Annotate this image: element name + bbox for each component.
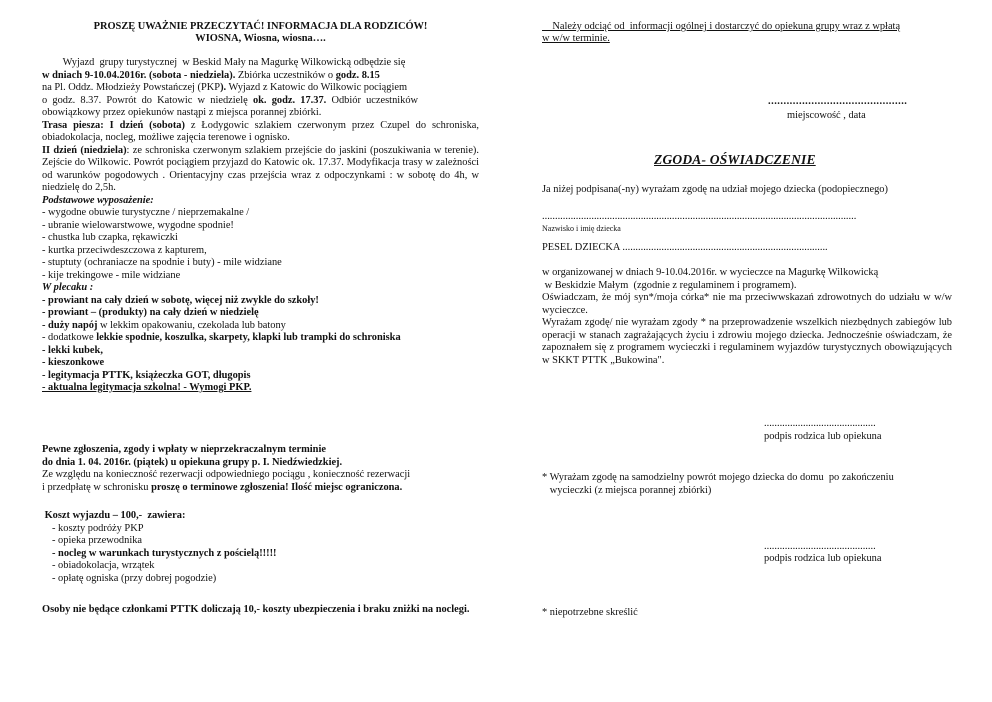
child-name-label: Nazwisko i imię dziecka xyxy=(542,224,621,233)
pesel-field: PESEL DZIECKA ............................................................................... xyxy=(542,242,828,253)
cost-item: - nocleg w warunkach turystycznych z pościelą!!!!! xyxy=(52,547,277,559)
signature-label-2: podpis rodzica lub opiekuna xyxy=(764,553,882,564)
return-consent-2: wycieczki (z miejsca porannej zbiórki) xyxy=(542,485,712,496)
intro-text: Wyjazd grupy turystycznej w Beskid Mały na Magurkę Wilkowicką odbędzie się xyxy=(42,57,406,68)
backpack-title: W plecaku : xyxy=(42,282,94,293)
intro-date: w dniach 9-10.04.2016r. (sobota - niedziela). xyxy=(42,69,236,81)
intro-text: Odbiór uczestników xyxy=(326,94,419,106)
consent-title: ZGODA- OŚWIADCZENIE xyxy=(654,152,816,167)
info-subtitle: WIOSNA, Wiosna, wiosna…. xyxy=(195,33,326,44)
cut-instruction: Należy odciąć od informacji ogólnej i dostarczyć do opiekuna grupy wraz z wpłatą xyxy=(542,21,901,32)
non-member-note: Osoby nie będące członkami PTTK doliczają 10,- koszty ubezpieczenia i braku zniżki na noclegi. xyxy=(42,604,470,615)
intro-text: na Pl. Oddz. Młodzieży Powstańczej (PKP xyxy=(42,82,221,93)
registration-text: i przedpłatę w schronisku xyxy=(42,481,152,493)
signature-label: podpis rodzica lub opiekuna xyxy=(764,431,882,442)
intro-time: godz. 8.15 xyxy=(335,69,380,81)
intro-line xyxy=(42,107,479,120)
backpack-bold: - duży napój xyxy=(42,319,98,331)
cut-instruction-2: w w/w terminie. xyxy=(542,33,610,44)
info-title: PROSZĘ UWAŻNIE PRZECZYTAĆ! INFORMACJA DLA RODZICÓW! xyxy=(93,21,428,32)
equipment-item: - kurtka przeciwdeszczowa z kapturem, xyxy=(42,244,207,256)
backpack-item: - aktualna legitymacja szkolna! - Wymogi PKP. xyxy=(42,382,252,393)
place-date-label: miejscowość , data xyxy=(787,110,866,121)
procedures-statement: Wyrażam zgodę/ nie wyrażam zgody * na przeprowadzenie wszelkich niezbędnych zabiegów lub operacji w stanach zagrażających życiu i zdrowiu mojego dziecka. Jednocześnie oświadczam, że zapoznałem się z programem wycieczki i regulaminem wyjazdów turystycznych obowiązujących w SKKT PTTK „Bukowina". xyxy=(542,317,952,366)
backpack-text: - dodatkowe xyxy=(42,332,97,343)
trasa-label: Trasa piesza: I dzień (sobota) xyxy=(42,119,185,131)
intro-text: Wyjazd z Katowic do Wilkowic pociągiem xyxy=(226,82,408,93)
registration-section xyxy=(42,444,479,494)
intro-line xyxy=(42,57,479,70)
trasa-text: z Łodygowic szlakiem czerwonym przez Czupel do schroniska, obiadokolacja, nocleg, możliwe zajęcia terenowe i ognisko. xyxy=(42,119,479,143)
backpack-item xyxy=(42,320,479,333)
equipment-item: - kije trekingowe - mile widziane xyxy=(42,269,181,281)
return-consent: * Wyrażam zgodę na samodzielny powrót mojego dziecka do domu po zakończeniu xyxy=(542,472,894,483)
cost-title: Koszt wyjazdu – 100,- zawiera: xyxy=(42,510,186,521)
equipment-item: - wygodne obuwie turystyczne / nieprzemakalne / xyxy=(42,207,250,218)
registration-line: Pewne zgłoszenia, zgody i wpłaty w nieprzekraczalnym terminie xyxy=(42,444,326,455)
backpack-item xyxy=(42,332,479,345)
intro-paragraph xyxy=(42,57,479,395)
equipment-item: - stuptuty (ochraniacze na spodnie i buty) - mile widziane xyxy=(42,257,282,268)
cost-section xyxy=(42,510,479,585)
dzien2-text: : ze schroniska czerwonym szlakiem przejście do jaskini (poszukiwania w terenie). Zejście do Wilkowic. Powrót pociągiem przyjazd do Katowic ok. 17.37. Modyfikacja trasy w zależności od warunków pogodowych . Orientacyjny czas przejścia wraz z odpoczynkami : w sobotę do 4h, w niedzielę do 2,5h. xyxy=(42,144,479,193)
intro-text: obowiązkowy przez opiekunów nastąpi z miejsca porannej zbiórki. xyxy=(42,107,322,118)
intro-line xyxy=(42,70,479,83)
consent-intro: Ja niżej podpisana(-ny) wyrażam zgodę na udział mojego dziecka (podopiecznego) xyxy=(542,184,888,195)
backpack-item: - prowiant – (produkty) na cały dzień w niedzielę xyxy=(42,307,259,318)
registration-line xyxy=(42,482,479,495)
consent-body xyxy=(542,267,952,367)
cost-item: - koszty podróży PKP xyxy=(52,522,144,534)
health-statement: Oświadczam, że mój syn*/moja córka* nie ma przeciwwskazań zdrowotnych do udziału w w/w wycieczce. xyxy=(542,292,952,316)
signature-dots: ........................................... xyxy=(764,418,876,429)
backpack-item: - kieszonkowe xyxy=(42,357,105,368)
equipment-title: Podstawowe wyposażenie: xyxy=(42,194,154,206)
backpack-item: - lekki kubek, xyxy=(42,344,103,356)
place-date-dots: ............................................. xyxy=(768,96,908,107)
cost-item: - opłatę ogniska (przy dobrej pogodzie) xyxy=(52,572,217,584)
intro-line xyxy=(42,82,479,95)
backpack-text: w lekkim opakowaniu, czekolada lub batony xyxy=(97,319,286,331)
registration-line: do dnia 1. 04. 2016r. (piątek) u opiekuna grupy p. I. Niedźwiedzkiej. xyxy=(42,456,343,468)
cost-item: - opieka przewodnika xyxy=(52,535,143,546)
registration-line: Ze względu na konieczność rezerwacji odpowiedniego pociągu , konieczność rezerwacji xyxy=(42,469,411,480)
intro-text: Zbiórka uczestników o xyxy=(235,69,336,81)
registration-bold: proszę o terminowe zgłoszenia! Ilość miejsc ograniczona. xyxy=(151,481,403,493)
equipment-item: - chustka lub czapka, rękawiczki xyxy=(42,232,178,243)
consent-line: w Beskidzie Małym (zgodnie z regulaminem i programem). xyxy=(542,279,797,291)
signature-dots-2: ........................................... xyxy=(764,541,876,552)
equipment-item: - ubranie wielowarstwowe, wygodne spodnie! xyxy=(42,219,234,231)
intro-bold: ok. godz. 17.37. xyxy=(252,94,327,106)
dzien2-label: II dzień (niedziela) xyxy=(42,144,127,156)
cost-item: - obiadokolacja, wrzątek xyxy=(52,560,155,571)
dzien2-paragraph xyxy=(42,145,479,195)
intro-bold: ). xyxy=(220,82,227,93)
backpack-item: - legitymacja PTTK, książeczka GOT, długopis xyxy=(42,369,251,381)
intro-line xyxy=(42,95,479,108)
footnote: * niepotrzebne skreślić xyxy=(542,607,638,618)
child-name-dots: ......................................................................................................................... xyxy=(542,211,857,222)
backpack-bold: lekkie spodnie, koszulka, skarpety, klapki lub trampki do schroniska xyxy=(96,332,401,343)
intro-text: o godz. 8.37. Powrót do Katowic w niedzielę xyxy=(42,94,253,106)
backpack-item: - prowiant na cały dzień w sobotę, więcej niż zwykle do szkoły! xyxy=(42,294,319,306)
trasa-paragraph xyxy=(42,120,479,145)
consent-line: w organizowanej w dniach 9-10.04.2016r. w wycieczce na Magurkę Wilkowicką xyxy=(542,267,879,278)
